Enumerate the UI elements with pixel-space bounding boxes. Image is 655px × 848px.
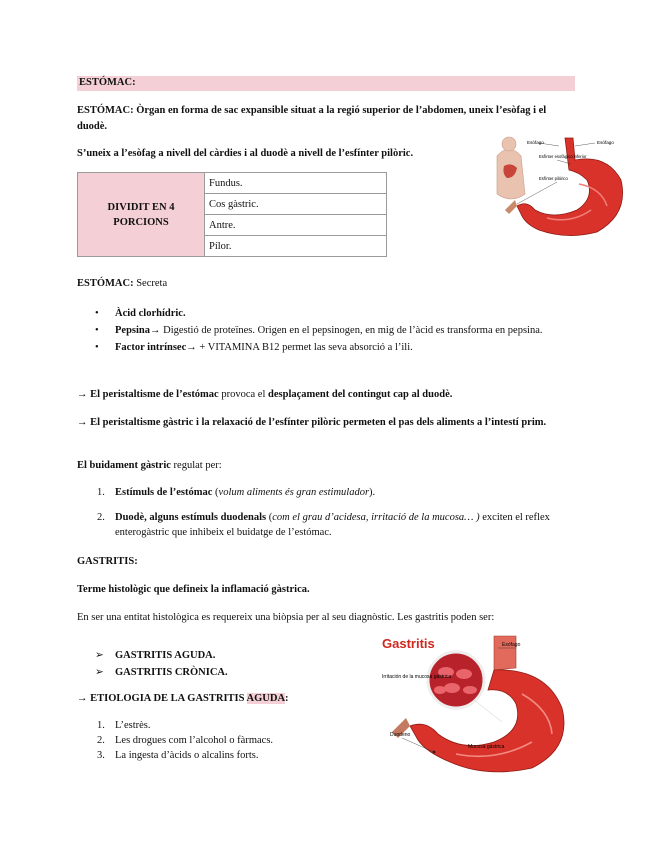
- list-item: ➢ GASTRITIS CRÒNICA.: [95, 667, 228, 678]
- figure-label: Esófago: [597, 140, 614, 145]
- emptying-paragraph: El buidament gàstric regulat per:: [77, 460, 222, 471]
- list-item: 2. Duodè, alguns estímuls duodenals (com el grau d’acidesa, irritació de la mucosa… ) exciten el reflex enterogàstric que inhibeix el buidatge de l’estómac.: [97, 512, 550, 538]
- stomach-anatomy-figure: [487, 134, 629, 240]
- list-item: 3. La ingesta d’àcids o alcalins forts.: [97, 750, 259, 761]
- stomach-shape: [517, 138, 623, 236]
- list-item: 1. L’estrès.: [97, 720, 151, 731]
- peristalsis-paragraph-2: → El peristaltisme gàstric i la relaxació de l’esfínter pilòric permeten el pas dels aliments a l’intestí prim.: [77, 417, 547, 428]
- duodenum-shape: [505, 200, 517, 214]
- etiology-heading: → ETIOLOGIA DE LA GASTRITIS AGUDA:: [77, 693, 289, 704]
- portion-row: Fundus.: [205, 173, 387, 194]
- figure-label: Duodeno: [390, 732, 411, 738]
- list-item: • Factor intrínsec→ + VITAMINA B12 permet las seva absorció a l’ili.: [95, 342, 413, 353]
- list-item: 2. Les drogues com l’alcohol o fàrmacs.: [97, 735, 274, 746]
- figure-label: Esfínter esofágico inferior: [539, 154, 587, 159]
- figure-label: Irritación de la mucosa gástrica: [382, 674, 452, 680]
- secreta-text: Secreta: [133, 278, 168, 289]
- mucosa-cell: [444, 683, 460, 693]
- mucosa-cell: [463, 686, 477, 694]
- intro-paragraph: [77, 103, 577, 135]
- gastritis-figure-title: Gastritis: [382, 636, 435, 651]
- secreta-label: ESTÓMAC:: [77, 278, 134, 289]
- head-shape: [502, 137, 516, 151]
- section-title: ESTÓMAC:: [79, 77, 136, 88]
- list-item: ➢ GASTRITIS AGUDA.: [95, 650, 216, 661]
- gastritis-figure: [376, 634, 586, 776]
- mucosa-cell: [434, 686, 446, 694]
- portions-header: DIVIDIT EN 4 PORCIONS: [78, 173, 205, 257]
- portions-table: [77, 172, 387, 257]
- portion-row: Cos gàstric.: [205, 194, 387, 215]
- mucosa-cell: [456, 669, 472, 679]
- biopsy-paragraph: En ser una entitat histològica es requereix una biòpsia per al seu diagnòstic. Les gastritis poden ser:: [77, 612, 495, 623]
- list-item: • Àcid clorhídric.: [95, 308, 186, 319]
- secretions-list: [77, 306, 582, 357]
- mucosa-magnifier: [428, 652, 484, 708]
- gastritis-definition: Terme histològic que defineix la inflamació gàstrica.: [77, 584, 310, 595]
- gastritis-title: GASTRITIS:: [77, 556, 138, 567]
- figure-label: Mucosa gástrica: [468, 744, 505, 750]
- figure-label: Esófago: [502, 642, 521, 648]
- emptying-list: [77, 485, 582, 540]
- connection-paragraph: S’uneix a l’esòfag a nivell del càrdies i al duodè a nivell de l’esfínter pilòric.: [77, 148, 414, 159]
- section-header-bar: [77, 76, 575, 91]
- figure-label: Esfínter pilórico: [539, 176, 568, 181]
- portion-row: Antre.: [205, 215, 387, 236]
- portion-row: Pílor.: [205, 236, 387, 257]
- peristalsis-paragraph-1: → El peristaltisme de l’estómac provoca el desplaçament del contingut cap al duodè.: [77, 389, 453, 400]
- intro-label: ESTÓMAC:: [77, 105, 134, 116]
- list-item: • Pepsina→ Digestió de proteïnes. Origen en el pepsinogen, en mig de l’àcid es transforma en pepsina.: [95, 325, 543, 336]
- list-item: 1. Estímuls de l’estómac (volum aliments és gran estimulador).: [97, 487, 376, 498]
- figure-label: Esòfago: [527, 140, 544, 145]
- secreta-paragraph: [77, 276, 577, 292]
- intro-text: Òrgan en forma de sac expansible situat a la regió superior de l’abdomen, uneix l’esòfag i el duodè.: [77, 105, 547, 132]
